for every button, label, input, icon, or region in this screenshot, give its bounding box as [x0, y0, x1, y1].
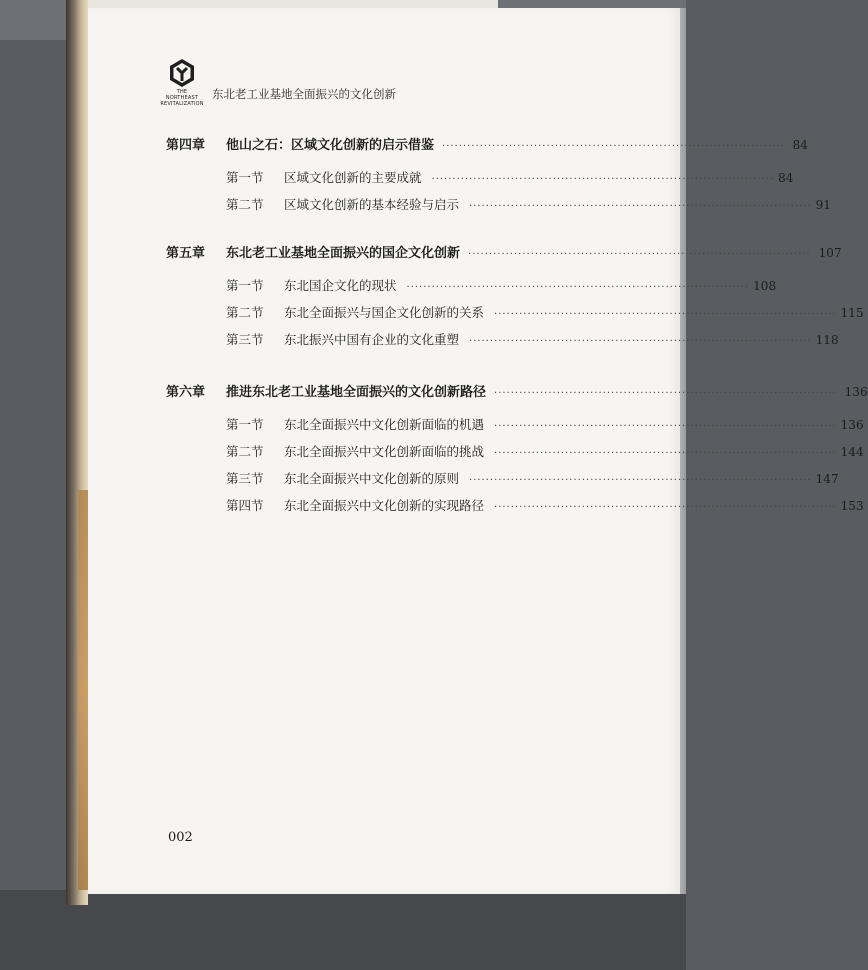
dot-leader: ··················································································	[494, 388, 837, 399]
toc-section-entry[interactable]	[226, 195, 831, 213]
section-title: 东北全面振兴中文化创新面临的机遇	[284, 417, 485, 432]
toc-section-entry[interactable]	[226, 496, 864, 514]
section-title: 东北国企文化的现状	[284, 278, 397, 293]
section-page-number: 108	[753, 279, 777, 293]
section-title: 东北全面振兴中文化创新的原则	[284, 471, 460, 486]
chapter-title: 他山之石：区域文化创新的启示借鉴	[226, 138, 435, 153]
scan-background-bottom	[0, 890, 686, 970]
toc-section-entry[interactable]	[226, 442, 864, 460]
section-number: 第三节	[226, 332, 264, 347]
section-title: 东北全面振兴中文化创新的实现路径	[284, 498, 485, 513]
section-page-number: 84	[778, 171, 794, 185]
dot-leader: ··················································································	[468, 249, 811, 260]
section-number: 第四节	[226, 498, 264, 513]
section-number: 第三节	[226, 471, 264, 486]
toc-chapter-entry[interactable]	[166, 134, 808, 153]
dot-leader: ··················································································	[494, 309, 837, 320]
logo-caption: THE NORTHEAST REVITALIZATION	[160, 89, 204, 107]
toc-section-entry[interactable]	[226, 469, 839, 487]
dot-leader: ··················································································	[431, 174, 775, 185]
section-page-number: 153	[840, 499, 864, 513]
running-header-title: 东北老工业基地全面振兴的文化创新	[212, 87, 396, 101]
dot-leader: ··················································································	[494, 502, 837, 513]
section-number: 第二节	[226, 444, 264, 459]
section-title: 东北振兴中国有企业的文化重塑	[284, 332, 460, 347]
section-page-number: 91	[815, 198, 831, 212]
section-number: 第二节	[226, 197, 264, 212]
section-title: 东北全面振兴中文化创新面临的挑战	[284, 444, 485, 459]
dot-leader: ··················································································	[469, 475, 812, 486]
section-number: 第一节	[226, 170, 264, 185]
section-title: 区域文化创新的主要成就	[284, 170, 422, 185]
dot-leader: ··················································································	[406, 282, 750, 293]
toc-section-entry[interactable]	[226, 276, 777, 294]
dot-leader: ··················································································	[469, 201, 812, 212]
book-page	[88, 8, 868, 894]
section-title: 东北全面振兴与国企文化创新的关系	[284, 305, 485, 320]
chapter-title: 推进东北老工业基地全面振兴的文化创新路径	[226, 385, 487, 400]
toc-section-entry[interactable]	[226, 168, 794, 186]
dot-leader: ··················································································	[494, 448, 837, 459]
section-page-number: 147	[815, 472, 839, 486]
toc-chapter-entry[interactable]	[166, 381, 868, 400]
dot-leader: ··················································································	[442, 141, 785, 152]
chapter-number: 第六章	[166, 385, 206, 400]
toc-chapter-entry[interactable]	[166, 242, 842, 261]
hexagon-logo-icon	[168, 58, 196, 88]
section-page-number: 118	[815, 333, 839, 347]
publisher-logo	[160, 58, 204, 107]
section-title: 区域文化创新的基本经验与启示	[284, 197, 460, 212]
chapter-number: 第四章	[166, 138, 206, 153]
toc-section-entry[interactable]	[226, 303, 864, 321]
toc-section-entry[interactable]	[226, 330, 839, 348]
chapter-number: 第五章	[166, 246, 206, 261]
section-page-number: 144	[840, 445, 864, 459]
book-page-edge-strip	[78, 490, 88, 890]
section-page-number: 115	[840, 306, 864, 320]
chapter-page-number: 136	[844, 385, 868, 399]
chapter-page-number: 84	[792, 138, 808, 152]
section-number: 第二节	[226, 305, 264, 320]
section-number: 第一节	[226, 417, 264, 432]
page-number: 002	[168, 830, 193, 845]
section-number: 第一节	[226, 278, 264, 293]
chapter-title: 东北老工业基地全面振兴的国企文化创新	[226, 246, 461, 261]
toc-section-entry[interactable]	[226, 415, 864, 433]
section-page-number: 136	[840, 418, 864, 432]
dot-leader: ··················································································	[469, 336, 812, 347]
dot-leader: ··················································································	[494, 421, 837, 432]
chapter-page-number: 107	[818, 246, 842, 260]
